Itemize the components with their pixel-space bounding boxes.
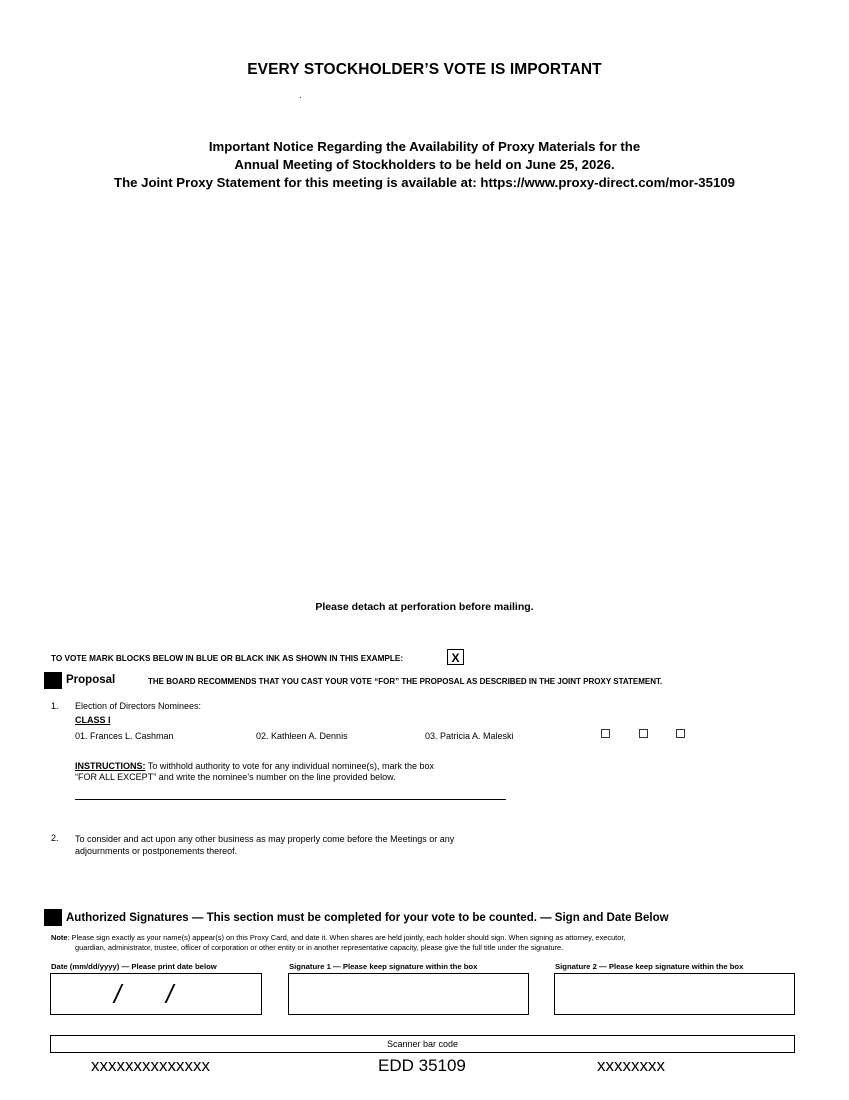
notice-line: Annual Meeting of Stockholders to be held on June 25, 2026. xyxy=(234,157,615,172)
date-slash: / xyxy=(114,979,122,1009)
notice-line: The Joint Proxy Statement for this meeting is available at: https://www.proxy-direct.com/mor-35109 xyxy=(114,175,735,190)
item-text: adjournments or postponements thereof. xyxy=(75,846,238,856)
availability-notice xyxy=(0,138,849,192)
withhold-all-checkbox[interactable] xyxy=(639,729,648,738)
example-mark-box: X xyxy=(447,649,464,665)
signatures-bar xyxy=(44,909,62,926)
nominee-2: 02. Kathleen A. Dennis xyxy=(256,731,348,741)
board-recommendation: THE BOARD RECOMMENDS THAT YOU CAST YOUR VOTE “FOR” THE PROPOSAL AS DESCRIBED IN THE JOINT PROXY STATEMENT. xyxy=(148,677,663,686)
page-title: EVERY STOCKHOLDER’S VOTE IS IMPORTANT xyxy=(247,61,602,78)
item-text: To consider and act upon any other business as may properly come before the Meetings or any xyxy=(75,834,455,844)
right-code: xxxxxxxx xyxy=(597,1056,665,1075)
vote-instruction: TO VOTE MARK BLOCKS BELOW IN BLUE OR BLACK INK AS SHOWN IN THIS EXAMPLE: xyxy=(51,654,404,663)
signature-2-label: Signature 2 — Please keep signature within the box xyxy=(555,962,744,971)
proposal-bar xyxy=(44,672,62,689)
signature-note xyxy=(51,933,625,952)
nominee-3: 03. Patricia A. Maleski xyxy=(425,731,514,741)
note-text: : Please sign exactly as your name(s) appear(s) on this Proxy Card, and date it. When shares are held jointly, each holder should sign. When signing as attorney, executor, xyxy=(67,933,626,942)
notice-line: Important Notice Regarding the Availability of Proxy Materials for the xyxy=(208,139,641,154)
other-business-item xyxy=(75,833,454,857)
withhold-instructions xyxy=(75,761,434,783)
item-label: Election of Directors Nominees: xyxy=(75,701,202,711)
proposal-heading: Proposal xyxy=(66,674,116,686)
instructions-text: “FOR ALL EXCEPT” and write the nominee’s number on the line provided below. xyxy=(75,772,396,782)
scanner-bar-code: Scanner bar code xyxy=(50,1035,795,1053)
center-code: EDD 35109 xyxy=(378,1056,466,1075)
detach-instruction: Please detach at perforation before mailing. xyxy=(315,601,534,613)
for-all-except-checkbox[interactable] xyxy=(676,729,685,738)
date-label: Date (mm/dd/yyyy) — Please print date below xyxy=(51,962,217,971)
signature-1-field[interactable] xyxy=(288,973,529,1015)
stray-dot xyxy=(300,97,301,98)
class-label: CLASS I xyxy=(75,715,111,725)
item-number: 2. xyxy=(51,833,59,843)
for-all-checkbox[interactable] xyxy=(601,729,610,738)
signatures-heading: Authorized Signatures — This section must be completed for your vote to be counted. — Sign and Date Below xyxy=(66,912,669,924)
instructions-text: To withhold authority to vote for any individual nominee(s), mark the box xyxy=(145,761,434,771)
signature-1-label: Signature 1 — Please keep signature within the box xyxy=(289,962,478,971)
nominee-1: 01. Frances L. Cashman xyxy=(75,731,174,741)
signature-2-field[interactable] xyxy=(554,973,795,1015)
note-label: Note xyxy=(51,933,68,942)
left-code: xxxxxxxxxxxxxx xyxy=(91,1056,210,1075)
instructions-label: INSTRUCTIONS: xyxy=(75,761,146,771)
item-number: 1. xyxy=(51,701,59,711)
nominee-number-line[interactable] xyxy=(75,799,506,800)
date-slash: / xyxy=(166,979,174,1009)
note-text: guardian, administrator, trustee, officer of corporation or other entity or in another representative capacity, please give the full title under the signature. xyxy=(75,942,564,952)
date-field[interactable] xyxy=(50,973,262,1015)
